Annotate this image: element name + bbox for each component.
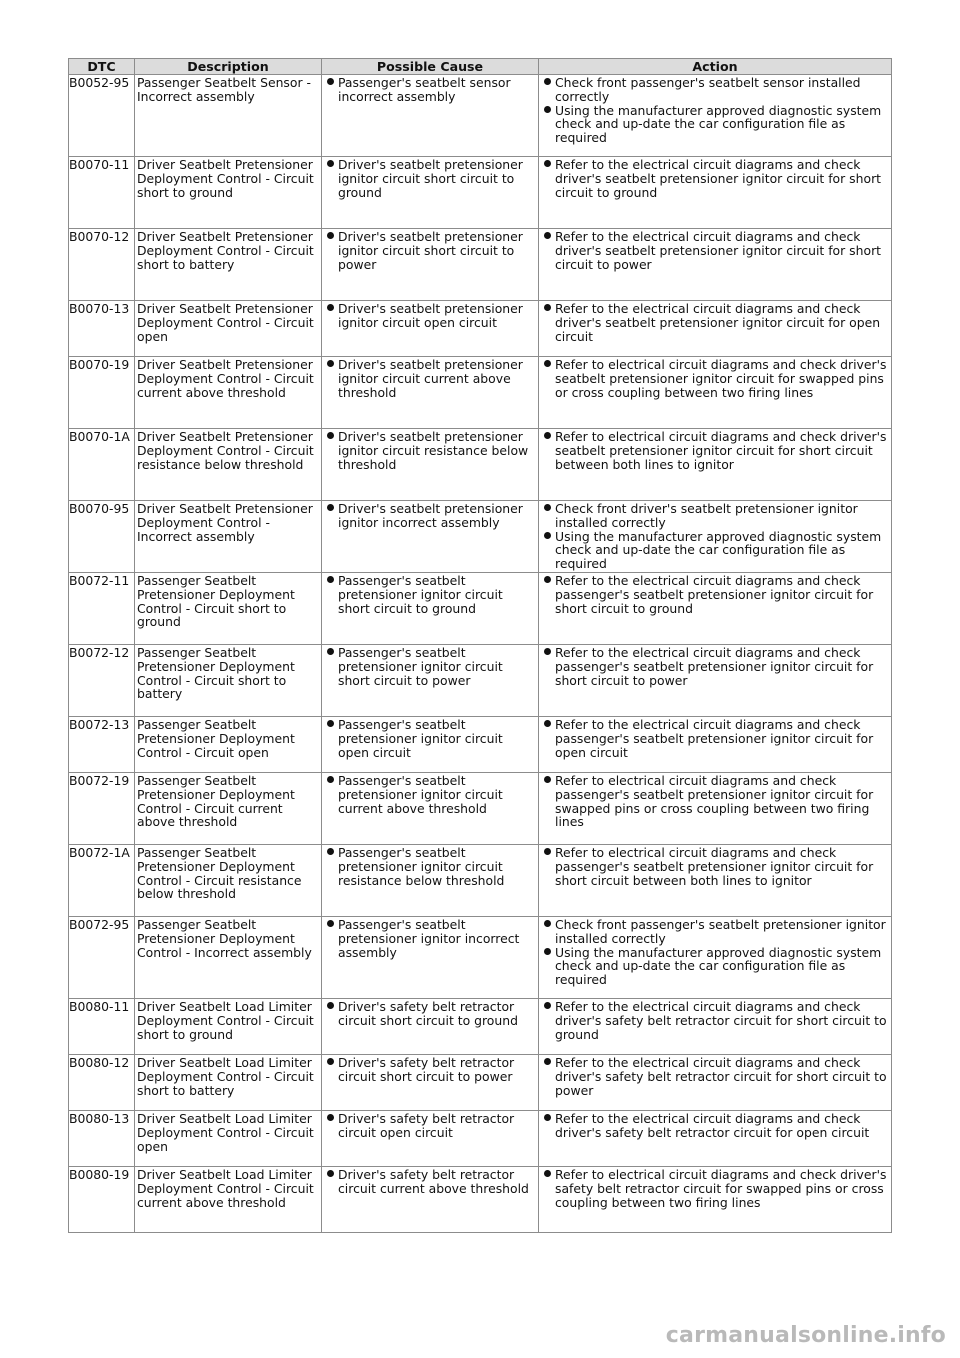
possible-cause-cell <box>322 573 539 645</box>
action-list <box>541 774 890 829</box>
possible-cause-cell <box>322 845 539 917</box>
action-list <box>541 574 890 615</box>
possible-cause-item: Driver's seatbelt pretensioner ignitor circuit short circuit to ground <box>338 158 537 199</box>
action-item: Refer to the electrical circuit diagrams and check driver's safety belt retractor circuit for short circuit to power <box>555 1056 890 1097</box>
possible-cause-item: Passenger's seatbelt pretensioner ignitor circuit current above threshold <box>338 774 537 815</box>
dtc-code: B0070-13 <box>69 301 135 357</box>
possible-cause-item: Passenger's seatbelt pretensioner ignitor circuit short circuit to power <box>338 646 537 687</box>
table-row <box>69 501 892 573</box>
possible-cause-list <box>324 230 537 271</box>
dtc-description: Passenger Seatbelt Pretensioner Deployment Control - Circuit current above threshold <box>135 773 322 845</box>
action-item: Refer to the electrical circuit diagrams and check driver's safety belt retractor circuit for short circuit to ground <box>555 1000 890 1041</box>
possible-cause-cell <box>322 645 539 717</box>
possible-cause-cell <box>322 229 539 301</box>
possible-cause-cell <box>322 501 539 573</box>
dtc-description: Driver Seatbelt Pretensioner Deployment Control - Incorrect assembly <box>135 501 322 573</box>
table-row <box>69 645 892 717</box>
dtc-code: B0072-13 <box>69 717 135 773</box>
dtc-code: B0072-11 <box>69 573 135 645</box>
possible-cause-item: Driver's seatbelt pretensioner ignitor circuit short circuit to power <box>338 230 537 271</box>
table-row <box>69 1111 892 1167</box>
possible-cause-list <box>324 846 537 887</box>
action-cell <box>539 229 892 301</box>
dtc-code: B0070-95 <box>69 501 135 573</box>
possible-cause-cell <box>322 301 539 357</box>
action-list <box>541 358 890 399</box>
dtc-code: B0070-1A <box>69 429 135 501</box>
action-cell <box>539 429 892 501</box>
action-cell <box>539 357 892 429</box>
action-item: Refer to the electrical circuit diagrams and check driver's seatbelt pretensioner ignitor circuit for open circuit <box>555 302 890 343</box>
action-list <box>541 302 890 343</box>
action-item: Refer to the electrical circuit diagrams and check driver's seatbelt pretensioner ignitor circuit for short circuit to ground <box>555 158 890 199</box>
table-row <box>69 773 892 845</box>
possible-cause-list <box>324 574 537 615</box>
action-cell <box>539 1111 892 1167</box>
table-row <box>69 229 892 301</box>
dtc-description: Driver Seatbelt Pretensioner Deployment Control - Circuit resistance below threshold <box>135 429 322 501</box>
possible-cause-item: Driver's safety belt retractor circuit short circuit to ground <box>338 1000 537 1028</box>
possible-cause-list <box>324 502 537 530</box>
action-list <box>541 1112 890 1140</box>
table-row <box>69 573 892 645</box>
action-list <box>541 430 890 471</box>
dtc-code: B0080-11 <box>69 999 135 1055</box>
header-description: Description <box>135 59 322 75</box>
possible-cause-list <box>324 1168 537 1196</box>
header-dtc: DTC <box>69 59 135 75</box>
action-cell <box>539 999 892 1055</box>
action-cell <box>539 301 892 357</box>
possible-cause-list <box>324 1112 537 1140</box>
action-list <box>541 1168 890 1209</box>
possible-cause-list <box>324 430 537 471</box>
table-row <box>69 429 892 501</box>
dtc-description: Driver Seatbelt Load Limiter Deployment Control - Circuit short to battery <box>135 1055 322 1111</box>
dtc-code: B0080-19 <box>69 1167 135 1233</box>
action-item: Refer to the electrical circuit diagrams and check driver's seatbelt pretensioner ignitor circuit for short circuit to power <box>555 230 890 271</box>
action-list <box>541 1000 890 1041</box>
possible-cause-cell <box>322 75 539 157</box>
possible-cause-cell <box>322 717 539 773</box>
possible-cause-list <box>324 76 537 104</box>
action-cell <box>539 573 892 645</box>
dtc-description: Passenger Seatbelt Pretensioner Deployment Control - Circuit open <box>135 717 322 773</box>
table-row <box>69 999 892 1055</box>
table-row <box>69 717 892 773</box>
possible-cause-cell <box>322 1111 539 1167</box>
action-cell <box>539 773 892 845</box>
possible-cause-list <box>324 918 537 959</box>
table-row <box>69 845 892 917</box>
dtc-code: B0072-1A <box>69 845 135 917</box>
possible-cause-cell <box>322 429 539 501</box>
action-cell <box>539 845 892 917</box>
action-cell <box>539 645 892 717</box>
table-row <box>69 157 892 229</box>
table-row <box>69 917 892 999</box>
possible-cause-item: Passenger's seatbelt pretensioner ignitor circuit open circuit <box>338 718 537 759</box>
header-possible-cause: Possible Cause <box>322 59 539 75</box>
possible-cause-item: Driver's safety belt retractor circuit current above threshold <box>338 1168 537 1196</box>
dtc-code: B0072-95 <box>69 917 135 999</box>
dtc-description: Passenger Seatbelt Pretensioner Deployment Control - Circuit resistance below threshold <box>135 845 322 917</box>
dtc-description: Driver Seatbelt Load Limiter Deployment Control - Circuit open <box>135 1111 322 1167</box>
possible-cause-item: Passenger's seatbelt pretensioner ignitor circuit short circuit to ground <box>338 574 537 615</box>
dtc-description: Passenger Seatbelt Sensor - Incorrect assembly <box>135 75 322 157</box>
possible-cause-list <box>324 1000 537 1028</box>
table-row <box>69 301 892 357</box>
action-item: Check front passenger's seatbelt sensor installed correctly <box>555 76 890 104</box>
action-list <box>541 918 890 987</box>
possible-cause-cell <box>322 999 539 1055</box>
possible-cause-item: Driver's seatbelt pretensioner ignitor incorrect assembly <box>338 502 537 530</box>
action-item: Check front driver's seatbelt pretensioner ignitor installed correctly <box>555 502 890 530</box>
action-item: Refer to electrical circuit diagrams and check passenger's seatbelt pretensioner ignitor circuit for short circuit between both lines to ignitor <box>555 846 890 887</box>
action-item: Refer to electrical circuit diagrams and check driver's safety belt retractor circuit for swapped pins or cross coupling between two firing lines <box>555 1168 890 1209</box>
action-cell <box>539 75 892 157</box>
action-cell <box>539 1167 892 1233</box>
action-item: Refer to the electrical circuit diagrams and check driver's safety belt retractor circuit for open circuit <box>555 1112 890 1140</box>
possible-cause-item: Driver's safety belt retractor circuit short circuit to power <box>338 1056 537 1084</box>
possible-cause-item: Passenger's seatbelt pretensioner ignitor incorrect assembly <box>338 918 537 959</box>
action-item: Refer to electrical circuit diagrams and check driver's seatbelt pretensioner ignitor circuit for short circuit between both lines to ignitor <box>555 430 890 471</box>
possible-cause-list <box>324 1056 537 1084</box>
possible-cause-cell <box>322 917 539 999</box>
action-item: Using the manufacturer approved diagnostic system check and up-date the car configuration file as required <box>555 946 890 987</box>
table-row <box>69 357 892 429</box>
possible-cause-cell <box>322 1167 539 1233</box>
action-item: Check front passenger's seatbelt pretensioner ignitor installed correctly <box>555 918 890 946</box>
action-list <box>541 646 890 687</box>
possible-cause-item: Driver's seatbelt pretensioner ignitor circuit open circuit <box>338 302 537 330</box>
action-list <box>541 230 890 271</box>
possible-cause-item: Driver's seatbelt pretensioner ignitor circuit resistance below threshold <box>338 430 537 471</box>
action-list <box>541 1056 890 1097</box>
dtc-code: B0080-12 <box>69 1055 135 1111</box>
dtc-code: B0072-12 <box>69 645 135 717</box>
possible-cause-cell <box>322 773 539 845</box>
possible-cause-list <box>324 774 537 815</box>
possible-cause-item: Driver's safety belt retractor circuit open circuit <box>338 1112 537 1140</box>
dtc-code: B0070-11 <box>69 157 135 229</box>
possible-cause-list <box>324 358 537 399</box>
action-cell <box>539 917 892 999</box>
possible-cause-item: Passenger's seatbelt sensor incorrect assembly <box>338 76 537 104</box>
dtc-description: Passenger Seatbelt Pretensioner Deployment Control - Circuit short to battery <box>135 645 322 717</box>
action-item: Refer to the electrical circuit diagrams and check passenger's seatbelt pretensioner ignitor circuit for short circuit to power <box>555 646 890 687</box>
possible-cause-list <box>324 646 537 687</box>
dtc-description: Passenger Seatbelt Pretensioner Deployment Control - Incorrect assembly <box>135 917 322 999</box>
dtc-description: Driver Seatbelt Pretensioner Deployment Control - Circuit short to battery <box>135 229 322 301</box>
dtc-code: B0072-19 <box>69 773 135 845</box>
table-header-row <box>69 59 892 75</box>
dtc-description: Driver Seatbelt Pretensioner Deployment Control - Circuit short to ground <box>135 157 322 229</box>
action-item: Using the manufacturer approved diagnostic system check and up-date the car configuration file as required <box>555 104 890 145</box>
possible-cause-item: Passenger's seatbelt pretensioner ignitor circuit resistance below threshold <box>338 846 537 887</box>
possible-cause-list <box>324 158 537 199</box>
action-list <box>541 158 890 199</box>
action-item: Refer to electrical circuit diagrams and check passenger's seatbelt pretensioner ignitor circuit for swapped pins or cross coupling between two firing lines <box>555 774 890 829</box>
action-list <box>541 76 890 145</box>
possible-cause-item: Driver's seatbelt pretensioner ignitor circuit current above threshold <box>338 358 537 399</box>
table-row <box>69 75 892 157</box>
dtc-description: Passenger Seatbelt Pretensioner Deployment Control - Circuit short to ground <box>135 573 322 645</box>
dtc-code: B0080-13 <box>69 1111 135 1167</box>
action-cell <box>539 717 892 773</box>
dtc-description: Driver Seatbelt Pretensioner Deployment Control - Circuit current above threshold <box>135 357 322 429</box>
dtc-table <box>68 58 892 1233</box>
table-row <box>69 1167 892 1233</box>
action-cell <box>539 501 892 573</box>
header-action: Action <box>539 59 892 75</box>
dtc-code: B0070-12 <box>69 229 135 301</box>
action-list <box>541 502 890 571</box>
possible-cause-list <box>324 718 537 759</box>
action-list <box>541 718 890 759</box>
possible-cause-list <box>324 302 537 330</box>
table-row <box>69 1055 892 1111</box>
possible-cause-cell <box>322 357 539 429</box>
dtc-description: Driver Seatbelt Pretensioner Deployment Control - Circuit open <box>135 301 322 357</box>
possible-cause-cell <box>322 1055 539 1111</box>
action-item: Refer to the electrical circuit diagrams and check passenger's seatbelt pretensioner ignitor circuit for open circuit <box>555 718 890 759</box>
dtc-description: Driver Seatbelt Load Limiter Deployment Control - Circuit short to ground <box>135 999 322 1055</box>
dtc-description: Driver Seatbelt Load Limiter Deployment Control - Circuit current above threshold <box>135 1167 322 1233</box>
dtc-code: B0070-19 <box>69 357 135 429</box>
watermark: carmanualsonline.info <box>665 1323 946 1348</box>
dtc-code: B0052-95 <box>69 75 135 157</box>
action-cell <box>539 1055 892 1111</box>
action-item: Refer to electrical circuit diagrams and check driver's seatbelt pretensioner ignitor circuit for swapped pins or cross coupling between two firing lines <box>555 358 890 399</box>
action-cell <box>539 157 892 229</box>
action-item: Using the manufacturer approved diagnostic system check and up-date the car configuration file as required <box>555 530 890 571</box>
action-item: Refer to the electrical circuit diagrams and check passenger's seatbelt pretensioner ignitor circuit for short circuit to ground <box>555 574 890 615</box>
action-list <box>541 846 890 887</box>
possible-cause-cell <box>322 157 539 229</box>
